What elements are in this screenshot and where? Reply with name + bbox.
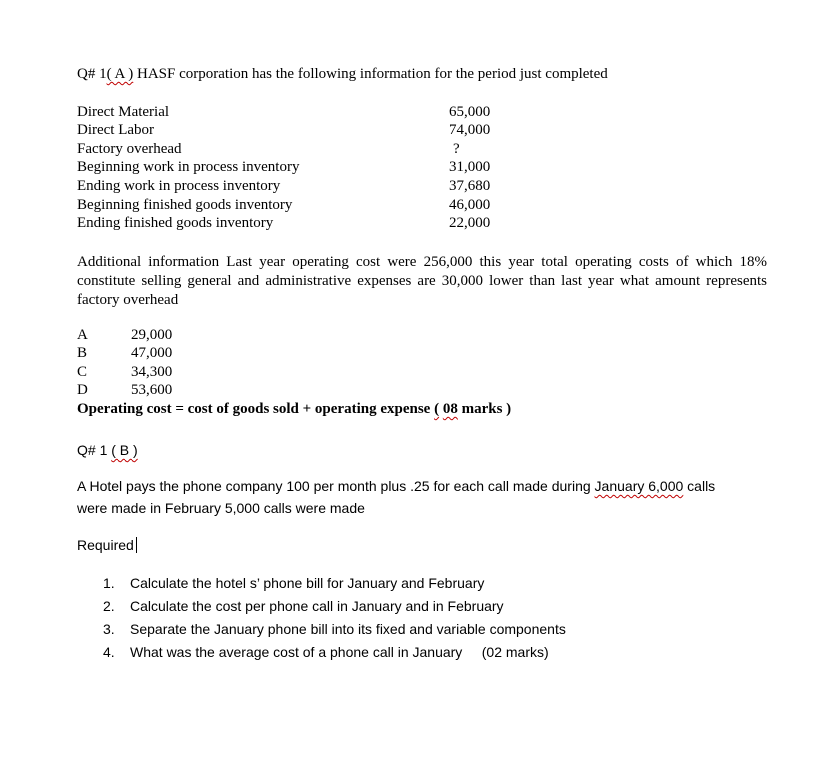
body-text-marked: January 6,000 <box>594 478 684 494</box>
cost-label: Ending work in process inventory <box>77 178 281 194</box>
cost-value: 37,680 <box>449 178 491 194</box>
cost-value: 74,000 <box>449 122 491 138</box>
option-key: B <box>77 345 88 361</box>
marks-open: ( <box>434 401 440 417</box>
cost-value: 65,000 <box>449 104 491 120</box>
cost-label: Beginning finished goods inventory <box>77 197 293 213</box>
question-1a-heading <box>77 66 608 83</box>
cost-label: Factory overhead <box>77 141 182 157</box>
cost-data-row <box>77 122 497 141</box>
cost-value: 46,000 <box>449 197 491 213</box>
question-part-label: ( A ) <box>106 66 134 82</box>
list-text: Separate the January phone bill into its fixed and variable components <box>130 621 566 637</box>
list-text: What was the average cost of a phone call in January (02 marks) <box>130 644 549 660</box>
additional-information-paragraph: Additional information Last year operating cost were 256,000 this year total operating costs of which 18% constitute selling general and administrative expenses are 30,000 lower than last year what amount represents factory overhead <box>77 254 767 308</box>
cost-value: 31,000 <box>449 159 491 175</box>
cost-data-row <box>77 197 497 216</box>
question-1b-body-line-2: were made in February 5,000 calls were made <box>77 500 365 516</box>
cost-data-row <box>77 104 497 123</box>
list-text: Calculate the cost per phone call in January and in February <box>130 598 504 614</box>
question-number: Q# 1 <box>77 442 112 458</box>
option-value: 34,300 <box>131 364 173 380</box>
option-value: 29,000 <box>131 327 173 343</box>
list-number: 3. <box>103 621 115 637</box>
required-label: Required <box>77 537 134 553</box>
option-value: 47,000 <box>131 345 173 361</box>
cost-label: Direct Material <box>77 104 170 120</box>
body-text-end: calls <box>683 478 716 494</box>
required-heading[interactable] <box>77 537 137 553</box>
cost-label: Beginning work in process inventory <box>77 159 300 175</box>
list-number: 1. <box>103 575 115 591</box>
text-cursor <box>136 537 137 553</box>
option-value: 53,600 <box>131 382 173 398</box>
question-part-label: ( B ) <box>111 442 138 458</box>
list-number: 2. <box>103 598 115 614</box>
question-1b-body-line-1 <box>77 478 715 494</box>
question-1b-heading <box>77 442 138 458</box>
list-text: Calculate the hotel s’ phone bill for January and February <box>130 575 485 591</box>
formula-text: Operating cost = cost of goods sold + operating expense <box>77 401 431 417</box>
cost-data-row <box>77 215 497 234</box>
cost-data-row <box>77 178 497 197</box>
cost-label: Direct Labor <box>77 122 155 138</box>
question-heading-text: HASF corporation has the following information for the period just completed <box>133 66 608 82</box>
question-number: Q# 1 <box>77 66 107 82</box>
marks-label: marks ) <box>457 401 512 417</box>
marks-number: 08 <box>442 401 458 417</box>
cost-value: 22,000 <box>449 215 491 231</box>
formula-line <box>77 401 511 418</box>
list-number: 4. <box>103 644 115 660</box>
cost-label: Ending finished goods inventory <box>77 215 274 231</box>
cost-data-row <box>77 159 497 178</box>
cost-data-row <box>77 141 497 160</box>
cost-value: ? <box>453 141 460 157</box>
body-text: A Hotel pays the phone company 100 per month plus .25 for each call made during <box>77 478 595 494</box>
option-key: C <box>77 364 88 380</box>
option-key: D <box>77 382 88 398</box>
option-key: A <box>77 327 88 343</box>
